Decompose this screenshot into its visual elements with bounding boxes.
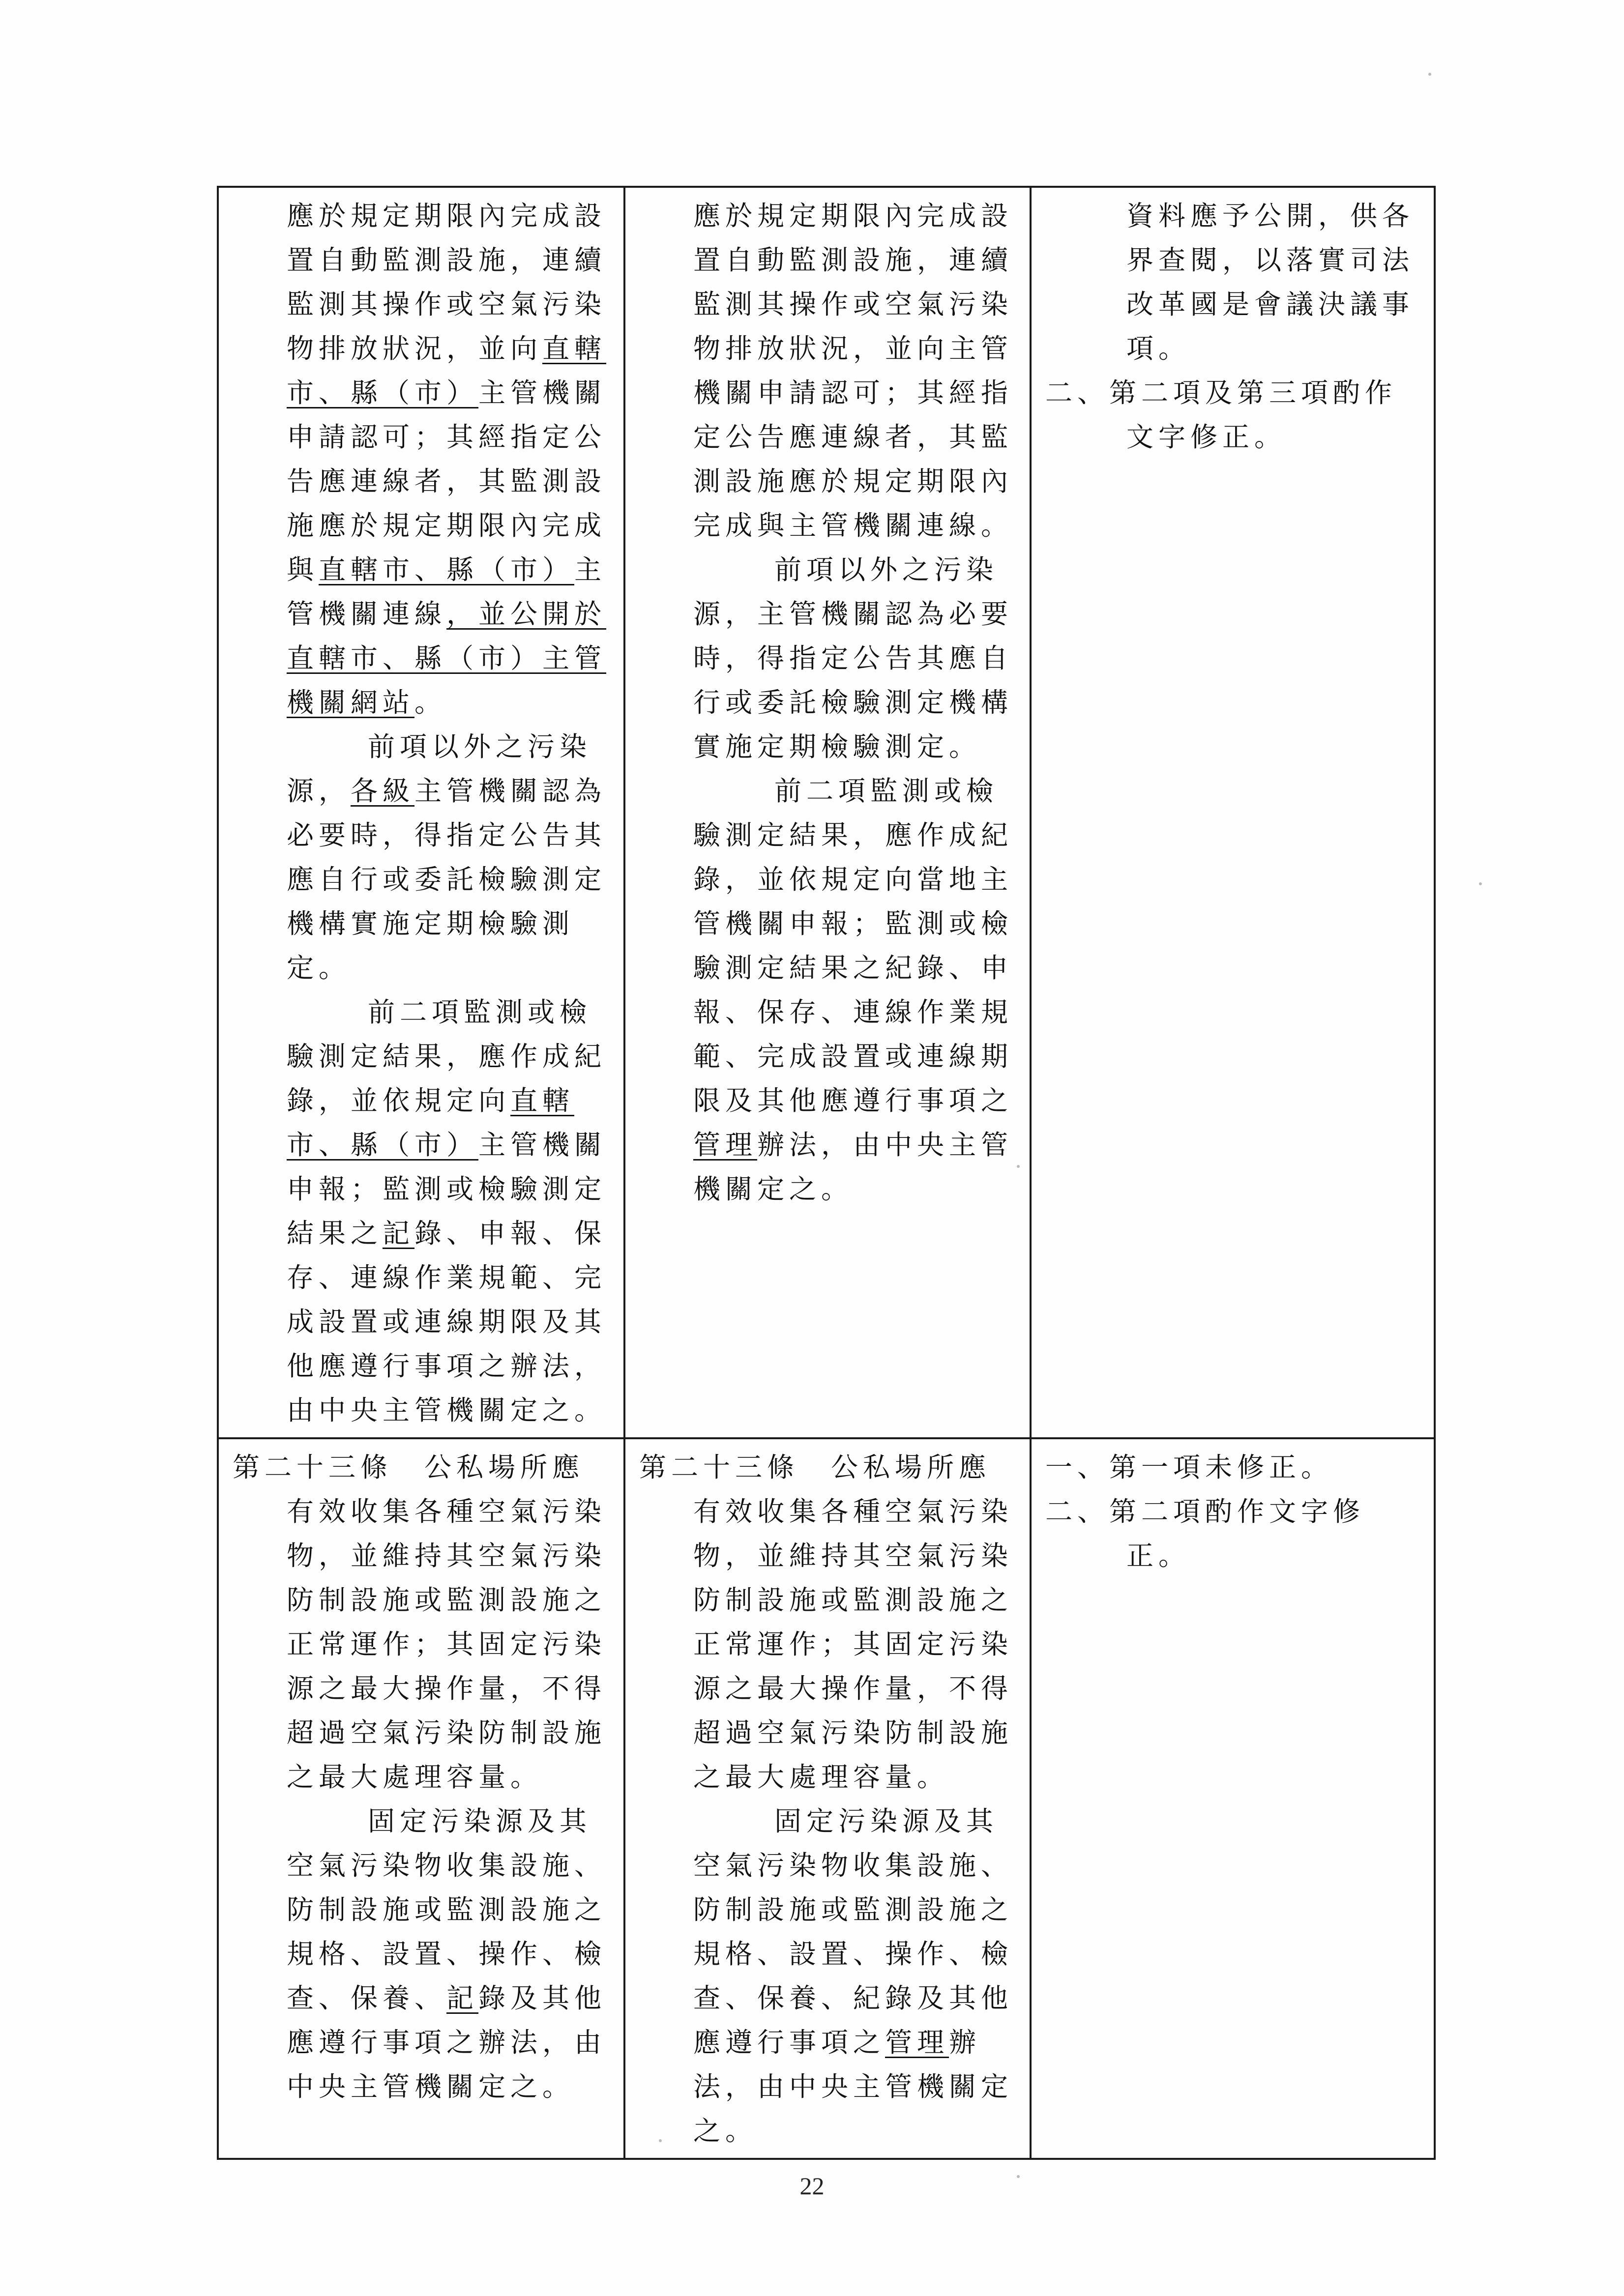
- explanation-cell: [1031, 187, 1435, 1438]
- text-segment: 二、第二項及第三項酌作文字修正。: [1045, 377, 1397, 453]
- underlined-amendment: ，並公開於直轄市、縣（市）主管機關網站: [287, 598, 607, 718]
- article-paragraph: [233, 194, 610, 725]
- underlined-amendment: 直轄市、縣（市）: [287, 1085, 575, 1161]
- text-segment: 前二項監測或檢驗測定結果，應作成紀錄，並依規定向: [287, 996, 607, 1116]
- text-segment: 應於規定期限內完成設置自動監測設施，連續監測其操作或空氣污染物排放狀況，並向主管機關申請認可；其經指定公告應連線者，其監測設施應於規定期限內完成與主管機關連線。: [693, 200, 1013, 541]
- table-row: [218, 1438, 1435, 2159]
- text-segment: 固定污染源及其空氣污染物收集設施、防制設施或監測設施之規格、設置、操作、檢查、保養、紀錄及其他應遵行事項之: [693, 1805, 1013, 2058]
- text-segment: 主管機關連線: [287, 554, 607, 630]
- scan-speck: [1428, 73, 1431, 76]
- explanation-item: [1045, 194, 1420, 371]
- text-segment: 主管機關認為必要時，得指定公告其應自行或委託檢驗測定機構實施定期檢驗測定。: [287, 775, 607, 984]
- article-paragraph: [233, 1445, 610, 1799]
- page-number: 22: [799, 2172, 825, 2200]
- explanation-item: [1045, 371, 1420, 459]
- text-segment: 。: [414, 687, 447, 718]
- underlined-amendment: 各級: [351, 775, 415, 807]
- text-segment: 二、第二項酌作文字修正。: [1045, 1496, 1365, 1571]
- article-paragraph: [639, 1445, 1016, 1799]
- underlined-amendment: 直轄市、縣（市）: [287, 333, 607, 408]
- scan-speck: [1017, 2175, 1020, 2178]
- explanation-cell: [1031, 1438, 1435, 2159]
- article-paragraph: [639, 1799, 1016, 2153]
- comparison-table: [217, 186, 1436, 2160]
- underlined-amendment: 直轄市、縣（市）: [319, 554, 575, 585]
- underlined-amendment: 記: [383, 1218, 415, 1249]
- text-segment: 錄、申報、保存、連線作業規範、完成設置或連線期限及其他應遵行事項之辦法，由中央主管機關定之。: [287, 1218, 607, 1426]
- text-segment: 辦法，由中央主管機關定之。: [693, 1129, 1013, 1205]
- scan-speck: [659, 2139, 662, 2142]
- text-segment: 固定污染源及其空氣污染物收集設施、防制設施或監測設施之規格、設置、操作、檢查、保養、: [287, 1805, 607, 2014]
- article-paragraph: [639, 548, 1016, 769]
- amended-text-cell: [218, 1438, 624, 2159]
- underlined-amendment: 記: [446, 1982, 479, 2014]
- article-paragraph: [233, 725, 610, 990]
- text-segment: 資料應予公開，供各界查閱，以落實司法改革國是會議決議事項。: [1126, 200, 1415, 364]
- amended-text-cell: [218, 187, 624, 1438]
- text-segment: 主管機關申報；監測或檢驗測定結果之: [287, 1129, 607, 1249]
- text-segment: 前二項監測或檢驗測定結果，應作成紀錄，並依規定向當地主管機關申報；監測或檢驗測定結果之紀錄、申報、保存、連線作業規範、完成設置或連線期限及其他應遵行事項之: [693, 775, 1013, 1116]
- article-paragraph: [233, 990, 610, 1432]
- article-paragraph: [639, 194, 1016, 548]
- explanation-item: [1045, 1489, 1420, 1578]
- current-text-cell: [624, 187, 1031, 1438]
- text-segment: 錄及其他應遵行事項之辦法，由中央主管機關定之。: [287, 1982, 607, 2102]
- table-row: [218, 187, 1435, 1438]
- text-segment: 一、第一項未修正。: [1045, 1452, 1333, 1483]
- current-text-cell: [624, 1438, 1031, 2159]
- text-segment: 前項以外之污染源，: [287, 731, 592, 807]
- text-segment: 第二十三條 公私場所應有效收集各種空氣污染物，並維持其空氣污染防制設施或監測設施之正常運作；其固定污染源之最大操作量，不得超過空氣污染防制設施之最大處理容量。: [639, 1452, 1013, 1793]
- article-paragraph: [639, 769, 1016, 1211]
- text-segment: 第二十三條 公私場所應有效收集各種空氣污染物，並維持其空氣污染防制設施或監測設施之正常運作；其固定污染源之最大操作量，不得超過空氣污染防制設施之最大處理容量。: [233, 1452, 607, 1793]
- scan-speck: [1017, 1165, 1020, 1168]
- underlined-amendment: 管理: [693, 1129, 758, 1161]
- text-segment: 應於規定期限內完成設置自動監測設施，連續監測其操作或空氣污染物排放狀況，並向: [287, 200, 607, 364]
- explanation-item: [1045, 1445, 1420, 1489]
- underlined-amendment: 管理: [885, 2027, 949, 2058]
- text-segment: 主管機關申請認可；其經指定公告應連線者，其監測設施應於規定期限內完成與: [287, 377, 607, 585]
- text-segment: 前項以外之污染源，主管機關認為必要時，得指定公告其應自行或委託檢驗測定機構實施定期檢驗測定。: [693, 554, 1013, 762]
- text-segment: 辦法，由中央主管機關定之。: [693, 2027, 1013, 2147]
- scan-speck: [1479, 882, 1482, 885]
- article-paragraph: [233, 1799, 610, 2109]
